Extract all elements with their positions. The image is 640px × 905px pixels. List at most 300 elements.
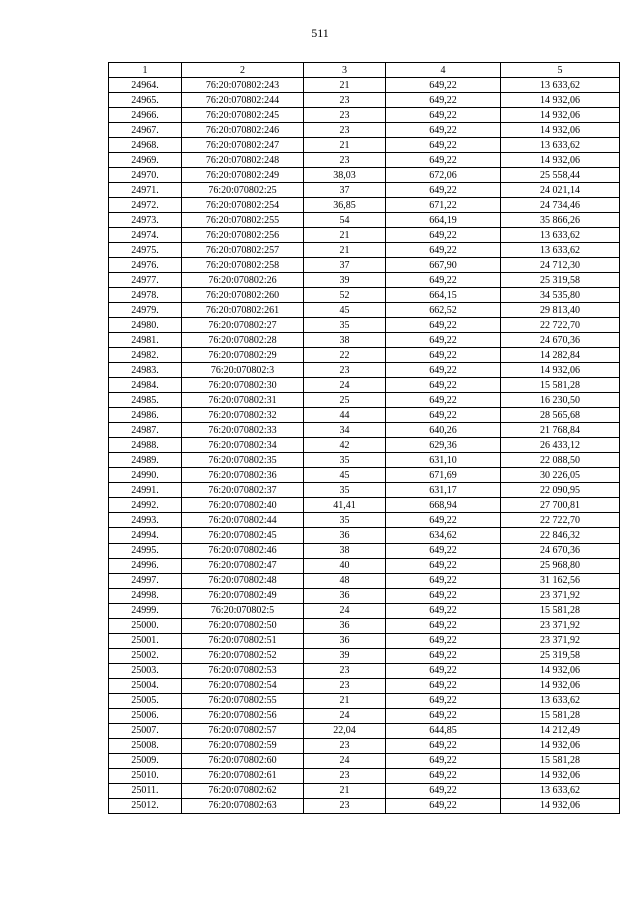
table-cell: 24976. xyxy=(109,258,182,273)
table-cell: 29 813,40 xyxy=(501,303,620,318)
table-cell: 24990. xyxy=(109,468,182,483)
table-cell: 649,22 xyxy=(386,348,501,363)
table-row xyxy=(109,243,620,258)
table-cell: 76:20:070802:255 xyxy=(182,213,304,228)
table-cell: 76:20:070802:5 xyxy=(182,603,304,618)
table-row xyxy=(109,603,620,618)
table-cell: 24999. xyxy=(109,603,182,618)
table-cell: 21 xyxy=(304,78,386,93)
table-cell: 25012. xyxy=(109,798,182,813)
table-cell: 24984. xyxy=(109,378,182,393)
table-cell: 21 xyxy=(304,138,386,153)
table-cell: 649,22 xyxy=(386,783,501,798)
table-row xyxy=(109,108,620,123)
table-cell: 24964. xyxy=(109,78,182,93)
table-cell: 24 021,14 xyxy=(501,183,620,198)
table-cell: 76:20:070802:261 xyxy=(182,303,304,318)
table-cell: 14 932,06 xyxy=(501,663,620,678)
table-row xyxy=(109,93,620,108)
table-cell: 24968. xyxy=(109,138,182,153)
table-cell: 649,22 xyxy=(386,243,501,258)
table-cell: 649,22 xyxy=(386,603,501,618)
table-cell: 24969. xyxy=(109,153,182,168)
table-cell: 22 722,70 xyxy=(501,318,620,333)
table-cell: 671,22 xyxy=(386,198,501,213)
table-cell: 36 xyxy=(304,588,386,603)
column-header: 3 xyxy=(304,63,386,78)
table-cell: 25 558,44 xyxy=(501,168,620,183)
table-cell: 76:20:070802:254 xyxy=(182,198,304,213)
table-cell: 25002. xyxy=(109,648,182,663)
table-cell: 38 xyxy=(304,543,386,558)
table-cell: 631,10 xyxy=(386,453,501,468)
table-cell: 13 633,62 xyxy=(501,138,620,153)
table-cell: 24987. xyxy=(109,423,182,438)
table-cell: 15 581,28 xyxy=(501,378,620,393)
table-cell: 25 xyxy=(304,393,386,408)
table-cell: 27 700,81 xyxy=(501,498,620,513)
table-cell: 25008. xyxy=(109,738,182,753)
table-cell: 76:20:070802:33 xyxy=(182,423,304,438)
table-cell: 649,22 xyxy=(386,78,501,93)
table-cell: 24996. xyxy=(109,558,182,573)
table-cell: 14 932,06 xyxy=(501,363,620,378)
table-cell: 649,22 xyxy=(386,753,501,768)
table-cell: 664,15 xyxy=(386,288,501,303)
table-cell: 76:20:070802:55 xyxy=(182,693,304,708)
table-cell: 76:20:070802:28 xyxy=(182,333,304,348)
table-cell: 14 932,06 xyxy=(501,798,620,813)
table-cell: 23 xyxy=(304,363,386,378)
table-cell: 662,52 xyxy=(386,303,501,318)
table-cell: 24991. xyxy=(109,483,182,498)
table-cell: 23 xyxy=(304,738,386,753)
data-table xyxy=(108,62,620,814)
table-cell: 31 162,56 xyxy=(501,573,620,588)
table-cell: 25001. xyxy=(109,633,182,648)
table-cell: 35 866,26 xyxy=(501,213,620,228)
table-cell: 24972. xyxy=(109,198,182,213)
table-cell: 15 581,28 xyxy=(501,708,620,723)
table-cell: 649,22 xyxy=(386,273,501,288)
table-cell: 13 633,62 xyxy=(501,693,620,708)
table-cell: 640,26 xyxy=(386,423,501,438)
table-cell: 23 371,92 xyxy=(501,618,620,633)
table-cell: 23 xyxy=(304,663,386,678)
table-cell: 24998. xyxy=(109,588,182,603)
table-row xyxy=(109,633,620,648)
table-cell: 22,04 xyxy=(304,723,386,738)
table-cell: 24997. xyxy=(109,573,182,588)
table-cell: 672,06 xyxy=(386,168,501,183)
table-cell: 14 932,06 xyxy=(501,153,620,168)
table-row xyxy=(109,708,620,723)
table-row xyxy=(109,618,620,633)
table-cell: 23 xyxy=(304,153,386,168)
table-cell: 76:20:070802:258 xyxy=(182,258,304,273)
table-cell: 36 xyxy=(304,618,386,633)
table-cell: 76:20:070802:63 xyxy=(182,798,304,813)
table-cell: 23 xyxy=(304,768,386,783)
table-cell: 22 846,32 xyxy=(501,528,620,543)
table-row xyxy=(109,588,620,603)
table-cell: 649,22 xyxy=(386,798,501,813)
table-cell: 23 371,92 xyxy=(501,633,620,648)
table-cell: 22 722,70 xyxy=(501,513,620,528)
table-cell: 649,22 xyxy=(386,123,501,138)
table-cell: 76:20:070802:243 xyxy=(182,78,304,93)
table-cell: 36 xyxy=(304,633,386,648)
table-cell: 14 932,06 xyxy=(501,738,620,753)
table-cell: 24993. xyxy=(109,513,182,528)
table-cell: 76:20:070802:25 xyxy=(182,183,304,198)
table-cell: 649,22 xyxy=(386,318,501,333)
table-cell: 35 xyxy=(304,513,386,528)
table-row xyxy=(109,693,620,708)
table-cell: 76:20:070802:260 xyxy=(182,288,304,303)
table-cell: 649,22 xyxy=(386,513,501,528)
table-cell: 21 xyxy=(304,783,386,798)
table-cell: 76:20:070802:53 xyxy=(182,663,304,678)
table-cell: 649,22 xyxy=(386,393,501,408)
table-cell: 23 xyxy=(304,93,386,108)
table-cell: 24973. xyxy=(109,213,182,228)
table-cell: 76:20:070802:31 xyxy=(182,393,304,408)
table-cell: 24971. xyxy=(109,183,182,198)
table-cell: 21 xyxy=(304,228,386,243)
table-cell: 76:20:070802:35 xyxy=(182,453,304,468)
table-cell: 76:20:070802:54 xyxy=(182,678,304,693)
table-cell: 649,22 xyxy=(386,633,501,648)
table-cell: 13 633,62 xyxy=(501,783,620,798)
table-row xyxy=(109,78,620,93)
table-cell: 25007. xyxy=(109,723,182,738)
table-cell: 13 633,62 xyxy=(501,78,620,93)
table-cell: 649,22 xyxy=(386,408,501,423)
table-row xyxy=(109,723,620,738)
column-header: 1 xyxy=(109,63,182,78)
table-cell: 25 319,58 xyxy=(501,273,620,288)
table-cell: 649,22 xyxy=(386,648,501,663)
table-cell: 649,22 xyxy=(386,618,501,633)
table-row xyxy=(109,288,620,303)
table-row xyxy=(109,648,620,663)
table-cell: 42 xyxy=(304,438,386,453)
table-cell: 76:20:070802:61 xyxy=(182,768,304,783)
table-cell: 76:20:070802:57 xyxy=(182,723,304,738)
table-cell: 76:20:070802:51 xyxy=(182,633,304,648)
table-cell: 35 xyxy=(304,318,386,333)
table-cell: 13 633,62 xyxy=(501,243,620,258)
table-cell: 24992. xyxy=(109,498,182,513)
table-cell: 34 535,80 xyxy=(501,288,620,303)
table-cell: 76:20:070802:248 xyxy=(182,153,304,168)
table-cell: 13 633,62 xyxy=(501,228,620,243)
table-cell: 25003. xyxy=(109,663,182,678)
table-cell: 24 712,30 xyxy=(501,258,620,273)
table-cell: 23 xyxy=(304,798,386,813)
table-cell: 76:20:070802:257 xyxy=(182,243,304,258)
table-cell: 15 581,28 xyxy=(501,603,620,618)
table-cell: 649,22 xyxy=(386,138,501,153)
table-cell: 24981. xyxy=(109,333,182,348)
table-cell: 76:20:070802:247 xyxy=(182,138,304,153)
table-cell: 76:20:070802:44 xyxy=(182,513,304,528)
table-cell: 76:20:070802:47 xyxy=(182,558,304,573)
table-cell: 34 xyxy=(304,423,386,438)
table-cell: 76:20:070802:245 xyxy=(182,108,304,123)
table-cell: 14 932,06 xyxy=(501,768,620,783)
table-cell: 21 xyxy=(304,243,386,258)
table-cell: 21 xyxy=(304,693,386,708)
table-row xyxy=(109,543,620,558)
table-cell: 649,22 xyxy=(386,153,501,168)
table-row xyxy=(109,663,620,678)
table-row xyxy=(109,333,620,348)
table-cell: 25 968,80 xyxy=(501,558,620,573)
table-row xyxy=(109,153,620,168)
table-cell: 25006. xyxy=(109,708,182,723)
table-cell: 40 xyxy=(304,558,386,573)
table-row xyxy=(109,423,620,438)
table-cell: 649,22 xyxy=(386,708,501,723)
table-row xyxy=(109,558,620,573)
table-cell: 23 xyxy=(304,678,386,693)
table-row xyxy=(109,453,620,468)
table-cell: 76:20:070802:48 xyxy=(182,573,304,588)
table-row xyxy=(109,753,620,768)
table-cell: 14 932,06 xyxy=(501,123,620,138)
table-cell: 26 433,12 xyxy=(501,438,620,453)
table-row xyxy=(109,438,620,453)
table-cell: 22 090,95 xyxy=(501,483,620,498)
table-cell: 24974. xyxy=(109,228,182,243)
table-cell: 76:20:070802:27 xyxy=(182,318,304,333)
table-cell: 23 xyxy=(304,123,386,138)
table-cell: 76:20:070802:30 xyxy=(182,378,304,393)
table-cell: 649,22 xyxy=(386,228,501,243)
table-cell: 24980. xyxy=(109,318,182,333)
table-row xyxy=(109,348,620,363)
table-cell: 649,22 xyxy=(386,183,501,198)
table-cell: 25000. xyxy=(109,618,182,633)
table-cell: 44 xyxy=(304,408,386,423)
table-cell: 48 xyxy=(304,573,386,588)
table-row xyxy=(109,303,620,318)
table-cell: 649,22 xyxy=(386,93,501,108)
table-row xyxy=(109,408,620,423)
table-cell: 24985. xyxy=(109,393,182,408)
table-cell: 76:20:070802:52 xyxy=(182,648,304,663)
table-cell: 24966. xyxy=(109,108,182,123)
table-row xyxy=(109,198,620,213)
table-cell: 24967. xyxy=(109,123,182,138)
table-cell: 76:20:070802:244 xyxy=(182,93,304,108)
table-row xyxy=(109,573,620,588)
table-cell: 24986. xyxy=(109,408,182,423)
table-cell: 76:20:070802:59 xyxy=(182,738,304,753)
table-cell: 664,19 xyxy=(386,213,501,228)
table-cell: 76:20:070802:60 xyxy=(182,753,304,768)
table-cell: 24977. xyxy=(109,273,182,288)
table-cell: 76:20:070802:246 xyxy=(182,123,304,138)
table-cell: 76:20:070802:45 xyxy=(182,528,304,543)
table-cell: 22 088,50 xyxy=(501,453,620,468)
column-header: 4 xyxy=(386,63,501,78)
table-cell: 45 xyxy=(304,468,386,483)
table-cell: 24979. xyxy=(109,303,182,318)
column-header: 2 xyxy=(182,63,304,78)
table-cell: 39 xyxy=(304,273,386,288)
table-cell: 25004. xyxy=(109,678,182,693)
table-cell: 37 xyxy=(304,183,386,198)
table-cell: 24 670,36 xyxy=(501,543,620,558)
table-cell: 16 230,50 xyxy=(501,393,620,408)
table-cell: 76:20:070802:29 xyxy=(182,348,304,363)
table-cell: 45 xyxy=(304,303,386,318)
table-cell: 30 226,05 xyxy=(501,468,620,483)
table-cell: 24 xyxy=(304,378,386,393)
table-row xyxy=(109,783,620,798)
table-cell: 649,22 xyxy=(386,363,501,378)
table-cell: 649,22 xyxy=(386,663,501,678)
table-cell: 644,85 xyxy=(386,723,501,738)
table-cell: 54 xyxy=(304,213,386,228)
table-cell: 24995. xyxy=(109,543,182,558)
table-cell: 631,17 xyxy=(386,483,501,498)
table-row xyxy=(109,483,620,498)
table-cell: 24988. xyxy=(109,438,182,453)
table-row xyxy=(109,318,620,333)
table-cell: 38,03 xyxy=(304,168,386,183)
table-cell: 76:20:070802:37 xyxy=(182,483,304,498)
table-cell: 15 581,28 xyxy=(501,753,620,768)
table-cell: 649,22 xyxy=(386,588,501,603)
table-cell: 24989. xyxy=(109,453,182,468)
table-cell: 14 212,49 xyxy=(501,723,620,738)
page-number: 511 xyxy=(311,26,329,40)
table-row xyxy=(109,768,620,783)
table-cell: 76:20:070802:62 xyxy=(182,783,304,798)
table-cell: 25010. xyxy=(109,768,182,783)
table-row xyxy=(109,513,620,528)
table-row xyxy=(109,273,620,288)
table-cell: 25011. xyxy=(109,783,182,798)
table-cell: 24978. xyxy=(109,288,182,303)
table-cell: 76:20:070802:26 xyxy=(182,273,304,288)
table-row xyxy=(109,363,620,378)
table-cell: 76:20:070802:56 xyxy=(182,708,304,723)
table-row xyxy=(109,468,620,483)
table-cell: 76:20:070802:249 xyxy=(182,168,304,183)
table-cell: 649,22 xyxy=(386,573,501,588)
table-cell: 76:20:070802:36 xyxy=(182,468,304,483)
table-cell: 25009. xyxy=(109,753,182,768)
table-cell: 629,36 xyxy=(386,438,501,453)
table-cell: 23 371,92 xyxy=(501,588,620,603)
table-row xyxy=(109,498,620,513)
table-cell: 38 xyxy=(304,333,386,348)
table-row xyxy=(109,738,620,753)
table-row xyxy=(109,138,620,153)
table-cell: 671,69 xyxy=(386,468,501,483)
table-cell: 76:20:070802:40 xyxy=(182,498,304,513)
table-cell: 649,22 xyxy=(386,693,501,708)
table-cell: 24965. xyxy=(109,93,182,108)
table-cell: 24983. xyxy=(109,363,182,378)
table-cell: 41,41 xyxy=(304,498,386,513)
table-cell: 24994. xyxy=(109,528,182,543)
table-cell: 667,90 xyxy=(386,258,501,273)
table-cell: 76:20:070802:256 xyxy=(182,228,304,243)
table-row xyxy=(109,168,620,183)
table-cell: 14 932,06 xyxy=(501,93,620,108)
table-cell: 649,22 xyxy=(386,108,501,123)
table-cell: 76:20:070802:49 xyxy=(182,588,304,603)
table-cell: 76:20:070802:50 xyxy=(182,618,304,633)
table-row xyxy=(109,798,620,813)
table-cell: 649,22 xyxy=(386,333,501,348)
table-row xyxy=(109,258,620,273)
table-cell: 76:20:070802:3 xyxy=(182,363,304,378)
table-row xyxy=(109,678,620,693)
table-cell: 649,22 xyxy=(386,678,501,693)
table-cell: 634,62 xyxy=(386,528,501,543)
table-row xyxy=(109,393,620,408)
table-cell: 14 932,06 xyxy=(501,108,620,123)
table-cell: 52 xyxy=(304,288,386,303)
table-cell: 24975. xyxy=(109,243,182,258)
table-cell: 24 734,46 xyxy=(501,198,620,213)
table-cell: 649,22 xyxy=(386,378,501,393)
table-cell: 76:20:070802:32 xyxy=(182,408,304,423)
table-cell: 649,22 xyxy=(386,738,501,753)
column-header: 5 xyxy=(501,63,620,78)
table-body xyxy=(109,78,620,814)
table-cell: 76:20:070802:34 xyxy=(182,438,304,453)
table-cell: 28 565,68 xyxy=(501,408,620,423)
table-cell: 668,94 xyxy=(386,498,501,513)
table-header-row xyxy=(109,63,620,78)
table-cell: 39 xyxy=(304,648,386,663)
table-cell: 25005. xyxy=(109,693,182,708)
table-cell: 14 282,84 xyxy=(501,348,620,363)
table-cell: 35 xyxy=(304,483,386,498)
table-row xyxy=(109,123,620,138)
table-cell: 649,22 xyxy=(386,768,501,783)
table-cell: 35 xyxy=(304,453,386,468)
table-cell: 24970. xyxy=(109,168,182,183)
table-cell: 22 xyxy=(304,348,386,363)
table-cell: 24 xyxy=(304,708,386,723)
table-cell: 24 xyxy=(304,603,386,618)
table-row xyxy=(109,228,620,243)
table-cell: 24 xyxy=(304,753,386,768)
table-cell: 36 xyxy=(304,528,386,543)
table-row xyxy=(109,213,620,228)
table-row xyxy=(109,183,620,198)
table-cell: 23 xyxy=(304,108,386,123)
table-row xyxy=(109,528,620,543)
table-cell: 76:20:070802:46 xyxy=(182,543,304,558)
table-cell: 36,85 xyxy=(304,198,386,213)
table-cell: 25 319,58 xyxy=(501,648,620,663)
table-cell: 649,22 xyxy=(386,543,501,558)
table-cell: 24 670,36 xyxy=(501,333,620,348)
table-row xyxy=(109,378,620,393)
table-cell: 649,22 xyxy=(386,558,501,573)
table-cell: 37 xyxy=(304,258,386,273)
